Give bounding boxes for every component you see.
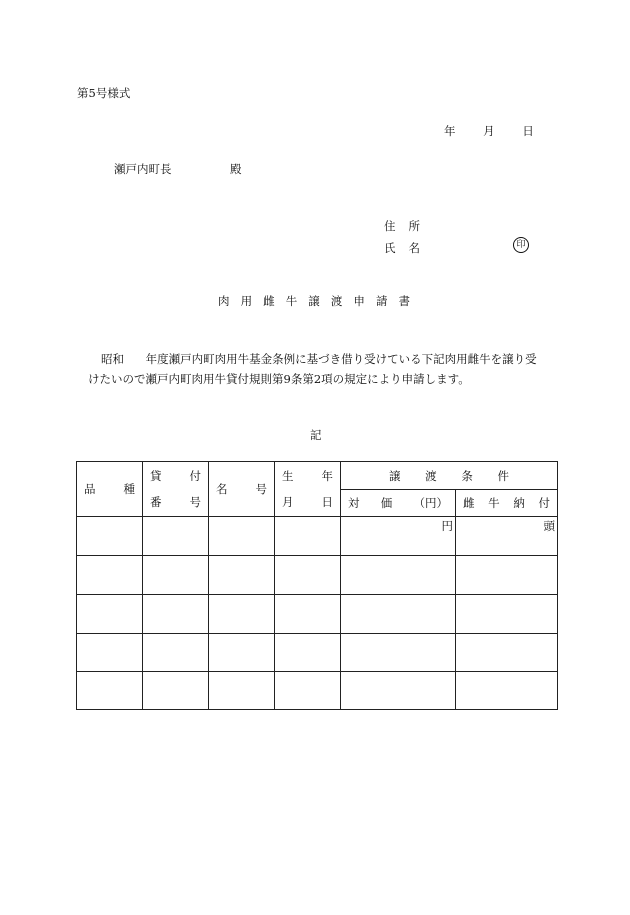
body-line-2: けたいので瀬戸内町肉用牛貸付規則第9条第2項の規定により申請します。 xyxy=(88,372,470,386)
header-variety: 品 種 xyxy=(77,462,143,517)
body-text-1: 年度瀬戸内町肉用牛基金条例に基づき借り受けている下記肉用雌牛を譲り受 xyxy=(145,352,537,366)
table-row xyxy=(77,556,558,595)
header-name: 名 号 xyxy=(209,462,275,517)
seal-mark: 印 xyxy=(513,237,529,253)
header-transfer-conditions: 譲 渡 条 件 xyxy=(341,462,558,490)
date-line xyxy=(444,123,534,139)
addressee-name: 瀬戸内町長 xyxy=(114,162,172,176)
ki-label: 記 xyxy=(310,428,322,442)
addressee-honorific: 殿 xyxy=(230,162,242,176)
table-row xyxy=(77,634,558,672)
header-heifer-delivery: 雌 牛 納 付 xyxy=(456,490,558,517)
name-label: 氏 名 xyxy=(384,241,420,255)
unit-head: 頭 xyxy=(543,519,555,533)
header-birth-date: 生 年 月 日 xyxy=(275,462,341,517)
date-year: 年 xyxy=(444,124,456,138)
body-line-1 xyxy=(101,351,537,367)
date-month: 月 xyxy=(483,124,495,138)
unit-yen: 円 xyxy=(441,519,453,533)
application-table xyxy=(76,461,558,710)
document-title: 肉 用 雌 牛 譲 渡 申 請 書 xyxy=(218,294,410,308)
header-price: 対 価 （円） xyxy=(341,490,456,517)
table-row xyxy=(77,672,558,710)
form-number: 第5号様式 xyxy=(77,86,131,100)
date-day: 日 xyxy=(522,124,534,138)
era-label: 昭和 xyxy=(101,352,124,366)
table-row xyxy=(77,595,558,634)
table-row xyxy=(77,517,558,556)
header-loan-number: 貸 付 番 号 xyxy=(143,462,209,517)
address-label: 住 所 xyxy=(384,219,420,233)
